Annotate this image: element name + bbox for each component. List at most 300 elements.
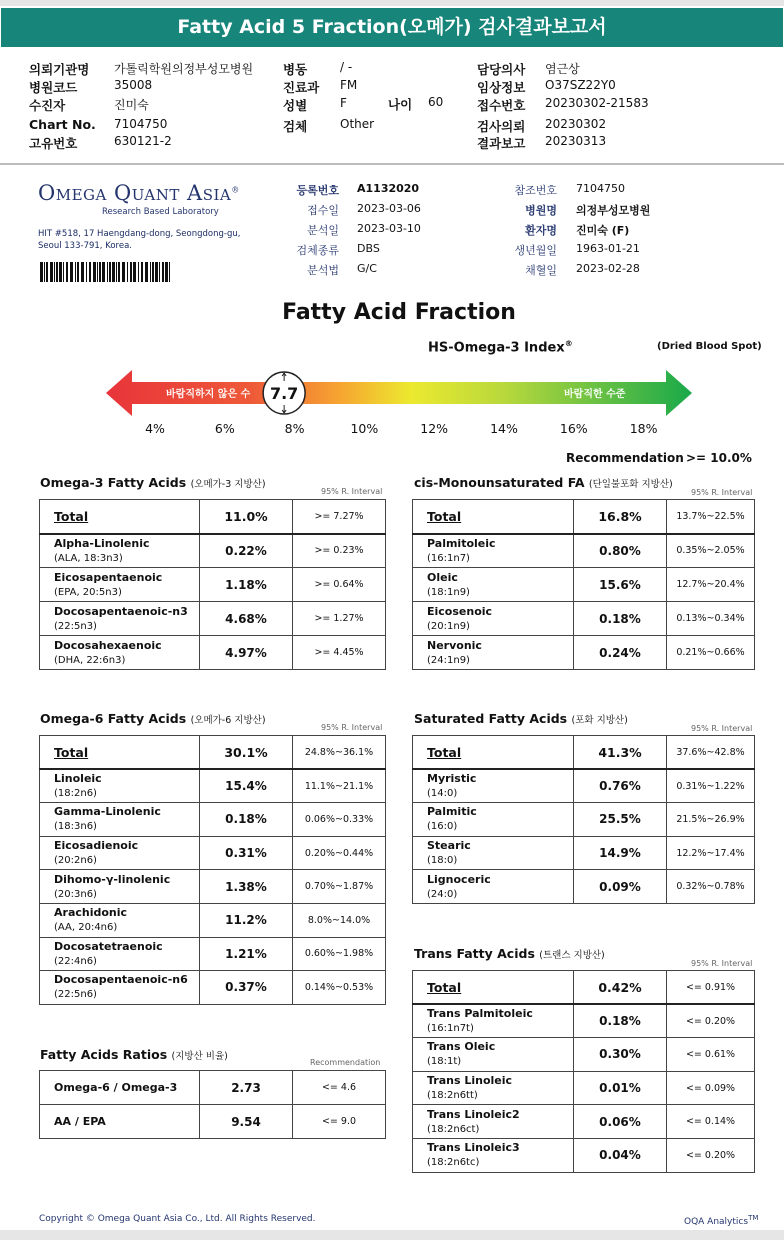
barcode-bar — [127, 262, 128, 282]
table-row — [413, 971, 755, 1005]
row-value: 2.73 — [200, 1071, 293, 1105]
row-name-text: Oleic — [427, 570, 458, 584]
table-row — [40, 1071, 386, 1105]
barcode-bar — [81, 262, 84, 282]
gauge-good-label: 바람직한 수준 — [564, 389, 626, 400]
top-strip — [0, 0, 784, 6]
sample-right-value-4: 2023-02-28 — [576, 262, 640, 275]
sample-right-label-0: 참조번호 — [514, 184, 557, 197]
table-row — [40, 769, 386, 803]
ratios-table — [39, 1070, 386, 1139]
table-row — [413, 803, 755, 837]
row-name — [40, 602, 200, 636]
row-range: <= 0.91% — [667, 971, 755, 1005]
header-right-label-4: 결과보고 — [477, 136, 526, 151]
row-name-text: Total — [54, 508, 89, 524]
gauge-tick-6: 16% — [559, 421, 588, 436]
row-range: >= 0.64% — [293, 568, 386, 602]
row-value: 0.01% — [574, 1071, 667, 1105]
row-range: <= 0.20% — [667, 1138, 755, 1172]
barcode-bar — [150, 262, 151, 282]
row-range: >= 1.27% — [293, 602, 386, 636]
omega3-title — [40, 475, 266, 490]
header-left-label-2: 수진자 — [29, 98, 66, 113]
row-name — [413, 769, 574, 803]
row-range: 0.14%~0.53% — [293, 971, 386, 1005]
row-name — [40, 971, 200, 1005]
row-range: >= 4.45% — [293, 636, 386, 670]
row-value: 1.21% — [200, 937, 293, 971]
trans-title-text: Trans Fatty Acids — [414, 946, 535, 961]
row-name — [413, 803, 574, 837]
row-name-text: Nervonic — [427, 638, 482, 652]
row-name-text: Omega-6 / Omega-3 — [54, 1081, 178, 1094]
table-row — [413, 870, 755, 904]
row-name-text: Eicosadienoic — [54, 839, 139, 853]
row-name-text: Linoleic — [54, 772, 102, 786]
ratios-title-text: Fatty Acids Ratios — [40, 1047, 168, 1062]
row-name — [413, 602, 574, 636]
saturated-table — [412, 735, 755, 904]
row-value: 0.37% — [200, 971, 293, 1005]
barcode-bar — [93, 262, 96, 282]
index-value: 7.7 — [269, 384, 299, 403]
row-name — [40, 636, 200, 670]
row-value: 1.18% — [200, 568, 293, 602]
omega6-title-text: Omega-6 Fatty Acids — [40, 711, 187, 726]
row-name — [40, 903, 200, 937]
row-name-text: Total — [54, 744, 89, 760]
row-name-text: Trans Oleic — [427, 1040, 496, 1054]
age-value: 60 — [428, 95, 444, 109]
barcode-bar — [40, 262, 43, 282]
ratios-title — [40, 1047, 228, 1062]
lab-subtitle: Research Based Laboratory — [102, 207, 219, 217]
row-range: 0.31%~1.22% — [667, 769, 755, 803]
recommendation-label: Recommendation — [566, 451, 684, 465]
row-value: 30.1% — [200, 736, 293, 770]
row-value: 0.09% — [574, 870, 667, 904]
row-value: 0.18% — [574, 602, 667, 636]
row-value: 0.42% — [574, 971, 667, 1005]
row-name-text: Trans Linoleic2 — [427, 1107, 520, 1121]
row-name — [413, 1138, 574, 1172]
row-name — [413, 1105, 574, 1139]
sample-right-label-3: 생년월일 — [514, 244, 557, 257]
header-mid-label-2: 성별 — [283, 98, 308, 113]
row-name — [40, 803, 200, 837]
cis-mono-title-text: cis-Monounsaturated FA — [414, 475, 585, 490]
header-right-value-3: 20230302 — [545, 117, 607, 131]
barcode-bar — [86, 262, 87, 282]
row-name — [413, 500, 574, 534]
gauge-bad-label: 바람직하지 않은 수 — [166, 389, 251, 400]
barcode-bar — [54, 262, 55, 282]
cis-mono-interval-label: 95% R. Interval — [691, 488, 753, 497]
saturated-title-text: Saturated Fatty Acids — [414, 711, 568, 726]
row-range: >= 0.23% — [293, 534, 386, 568]
brand-mark: TM — [748, 1214, 759, 1222]
row-name — [413, 836, 574, 870]
barcode-bar — [118, 262, 120, 282]
row-value: 0.24% — [574, 636, 667, 670]
row-value: 0.04% — [574, 1138, 667, 1172]
row-name — [40, 534, 200, 568]
row-value: 0.06% — [574, 1105, 667, 1139]
table-row — [413, 602, 755, 636]
trans-table — [412, 970, 755, 1173]
table-row — [413, 1038, 755, 1072]
row-name — [40, 870, 200, 904]
header-left-value-4: 630121-2 — [114, 134, 172, 148]
barcode-bar — [44, 262, 45, 282]
row-value: 0.18% — [574, 1004, 667, 1038]
barcode-bar — [70, 262, 73, 282]
row-subtitle: (18:0) — [427, 855, 458, 867]
row-value: 15.6% — [574, 568, 667, 602]
row-range: 0.35%~2.05% — [667, 534, 755, 568]
recommendation-value: >= 10.0% — [686, 451, 752, 465]
table-row — [40, 971, 386, 1005]
header-left-label-3: Chart No. — [29, 117, 96, 132]
header-left-value-3: 7104750 — [114, 117, 168, 131]
row-name-text: Total — [427, 508, 462, 524]
header-right-value-1: O37SZ22Y0 — [545, 78, 616, 92]
row-name-text: Dihomo-γ-linolenic — [54, 872, 171, 886]
omega3-title-ko: (오메가-3 지방산) — [190, 479, 266, 490]
table-row — [413, 534, 755, 568]
lab-address-2: Seoul 133-791, Korea. — [38, 241, 132, 251]
row-subtitle: (EPA, 20:5n3) — [54, 586, 122, 598]
row-subtitle: (ALA, 18:3n3) — [54, 552, 123, 564]
table-row — [413, 736, 755, 770]
barcode-bar — [141, 262, 143, 282]
barcode-bar — [75, 262, 76, 282]
row-value: 16.8% — [574, 500, 667, 534]
omega3-interval-label: 95% R. Interval — [321, 487, 383, 496]
row-name-text: Myristic — [427, 772, 477, 786]
row-range: 0.32%~0.78% — [667, 870, 755, 904]
row-subtitle: (14:0) — [427, 788, 458, 800]
table-row — [413, 1071, 755, 1105]
row-name-text: Lignoceric — [427, 872, 491, 886]
trans-title — [414, 946, 605, 961]
barcode-bar — [145, 262, 148, 282]
row-name-text: Docosahexaenoic — [54, 638, 162, 652]
table-row — [413, 1105, 755, 1139]
barcode-bar — [59, 262, 62, 282]
gauge-tick-7: 18% — [629, 421, 658, 436]
barcode-bar — [77, 262, 79, 282]
row-range: <= 0.20% — [667, 1004, 755, 1038]
row-name — [40, 1105, 200, 1139]
barcode-bar — [50, 262, 53, 282]
table-row — [40, 602, 386, 636]
barcode-bar — [56, 262, 58, 282]
row-name — [40, 568, 200, 602]
header-right-label-2: 접수번호 — [477, 98, 526, 113]
barcode-bar — [99, 262, 101, 282]
omega6-table — [39, 735, 386, 1005]
row-name-text: Palmitoleic — [427, 536, 496, 550]
row-name — [40, 836, 200, 870]
row-name — [413, 534, 574, 568]
row-subtitle: (20:1n9) — [427, 620, 470, 632]
barcode-bar — [97, 262, 98, 282]
lab-address-1: HIT #518, 17 Haengdang-dong, Seongdong-gu, — [38, 229, 241, 239]
header-left-value-1: 35008 — [114, 78, 153, 92]
sample-right-label-4: 채혈일 — [525, 264, 557, 277]
sample-left-label-1: 접수일 — [307, 204, 339, 217]
row-name-text: Trans Palmitoleic — [427, 1007, 533, 1021]
divider — [0, 163, 784, 165]
table-row — [40, 836, 386, 870]
row-value: 25.5% — [574, 803, 667, 837]
saturated-interval-label: 95% R. Interval — [691, 724, 753, 733]
row-range: 12.2%~17.4% — [667, 836, 755, 870]
row-value: 1.38% — [200, 870, 293, 904]
row-name-text: Eicosenoic — [427, 604, 493, 618]
row-name — [413, 736, 574, 770]
barcode-bar — [109, 262, 111, 282]
row-name — [413, 1038, 574, 1072]
fraction-title: Fatty Acid Fraction — [282, 300, 516, 325]
header-mid-value-2: F — [340, 96, 347, 110]
barcode-bar — [122, 262, 125, 282]
row-name — [40, 736, 200, 770]
row-subtitle: (22:5n3) — [54, 620, 97, 632]
sample-left-value-1: 2023-03-06 — [357, 202, 421, 215]
row-range: 0.60%~1.98% — [293, 937, 386, 971]
row-range: <= 0.14% — [667, 1105, 755, 1139]
row-subtitle: (16:1n7) — [427, 552, 470, 564]
row-name-text: AA / EPA — [54, 1115, 106, 1128]
sample-note: (Dried Blood Spot) — [657, 341, 762, 352]
row-range: 13.7%~22.5% — [667, 500, 755, 534]
row-value: 41.3% — [574, 736, 667, 770]
row-subtitle: (20:3n6) — [54, 888, 97, 900]
header-right-value-4: 20230313 — [545, 134, 607, 148]
row-value: 9.54 — [200, 1105, 293, 1139]
gauge-tick-4: 12% — [420, 421, 449, 436]
gauge-tick-2: 8% — [284, 421, 305, 436]
row-subtitle: (20:2n6) — [54, 855, 97, 867]
row-name — [413, 971, 574, 1005]
table-row — [40, 803, 386, 837]
barcode-bar — [155, 262, 158, 282]
row-range: 8.0%~14.0% — [293, 903, 386, 937]
row-subtitle: (18:1n9) — [427, 586, 470, 598]
sample-right-label-1: 병원명 — [525, 204, 557, 217]
table-row — [40, 937, 386, 971]
header-mid-value-3: Other — [340, 117, 375, 131]
gauge-tick-5: 14% — [490, 421, 518, 436]
row-range: 0.70%~1.87% — [293, 870, 386, 904]
sample-right-value-2: 진미숙 (F) — [576, 224, 630, 237]
sample-left-label-0: 등록번호 — [296, 184, 339, 197]
header-right-value-0: 염근상 — [545, 62, 580, 76]
row-subtitle: (18:2n6ct) — [427, 1123, 480, 1135]
sample-left-label-2: 분석일 — [307, 224, 339, 237]
row-name-text: Palmitic — [427, 805, 477, 819]
table-row — [40, 736, 386, 770]
lab-mark: ® — [231, 185, 240, 195]
barcode-bar — [107, 262, 108, 282]
barcode-bar — [66, 262, 68, 282]
barcode-bar — [130, 262, 132, 282]
row-subtitle: (22:5n6) — [54, 989, 97, 1001]
barcode-bar — [165, 262, 168, 282]
row-value: 15.4% — [200, 769, 293, 803]
table-row — [40, 903, 386, 937]
ratios-recommendation-label: Recommendation — [310, 1058, 381, 1067]
row-name — [413, 1071, 574, 1105]
row-subtitle: (DHA, 22:6n3) — [54, 654, 126, 666]
table-row — [413, 1138, 755, 1172]
barcode-bar — [112, 262, 115, 282]
sample-left-value-3: DBS — [357, 242, 380, 255]
sample-right-label-2: 환자명 — [525, 224, 557, 237]
row-value: 0.80% — [574, 534, 667, 568]
row-subtitle: (24:1n9) — [427, 654, 470, 666]
table-row — [40, 1105, 386, 1139]
row-range: 0.06%~0.33% — [293, 803, 386, 837]
row-name-text: Stearic — [427, 839, 471, 853]
barcode-bar — [133, 262, 136, 282]
table-row — [413, 836, 755, 870]
row-name — [40, 937, 200, 971]
omega6-title-ko: (오메가-6 지방산) — [190, 715, 266, 726]
row-range: >= 7.27% — [293, 500, 386, 534]
sample-left-value-4: G/C — [357, 262, 377, 275]
cis-mono-title-ko: (단일불포화 지방산) — [588, 479, 673, 490]
row-subtitle: (22:4n6) — [54, 955, 97, 967]
row-name-text: Eicosapentaenoic — [54, 570, 163, 584]
row-range: <= 0.09% — [667, 1071, 755, 1105]
table-row — [413, 769, 755, 803]
row-range: 0.21%~0.66% — [667, 636, 755, 670]
barcode-bar — [46, 262, 48, 282]
row-range: 21.5%~26.9% — [667, 803, 755, 837]
row-name-text: Alpha-Linolenic — [54, 536, 150, 550]
header-left-value-0: 가톨릭학원의정부성모병원 — [114, 62, 254, 76]
header-right-label-0: 담당의사 — [477, 62, 526, 77]
row-subtitle: (24:0) — [427, 888, 458, 900]
omega3-index-gauge — [106, 368, 696, 418]
row-value: 0.30% — [574, 1038, 667, 1072]
row-range: <= 9.0 — [293, 1105, 386, 1139]
omega6-interval-label: 95% R. Interval — [321, 723, 383, 732]
cis-mono-title — [414, 475, 673, 490]
index-title-text: HS-Omega-3 Index — [428, 340, 565, 356]
header-left-value-2: 진미숙 — [114, 98, 149, 112]
index-mark: ® — [564, 339, 573, 348]
row-value: 0.18% — [200, 803, 293, 837]
sample-right-value-0: 7104750 — [576, 182, 625, 195]
header-right-label-1: 임상정보 — [477, 80, 526, 95]
row-value: 4.68% — [200, 602, 293, 636]
saturated-title — [414, 711, 628, 726]
row-name-text: Arachidonic — [54, 906, 128, 920]
index-title — [428, 339, 573, 355]
table-row — [40, 636, 386, 670]
row-name — [413, 636, 574, 670]
row-value: 0.22% — [200, 534, 293, 568]
row-value: 0.31% — [200, 836, 293, 870]
barcode-bar — [162, 262, 164, 282]
row-subtitle: (AA, 20:4n6) — [54, 922, 118, 934]
header-left-label-1: 병원코드 — [29, 80, 78, 95]
gauge-tick-3: 10% — [350, 421, 379, 436]
row-name-text: Gamma-Linolenic — [54, 805, 161, 819]
age-label: 나이 — [388, 97, 413, 112]
omega6-title — [40, 711, 266, 726]
row-range: <= 0.61% — [667, 1038, 755, 1072]
row-subtitle: (16:1n7t) — [427, 1023, 474, 1035]
sample-left-label-4: 분석법 — [307, 264, 339, 277]
row-value: 0.76% — [574, 769, 667, 803]
barcode-bar — [138, 262, 139, 282]
row-subtitle: (18:2n6tc) — [427, 1157, 480, 1169]
row-name — [40, 1071, 200, 1105]
saturated-title-ko: (포화 지방산) — [571, 715, 628, 726]
header-mid-label-3: 검체 — [283, 119, 308, 134]
row-name — [413, 870, 574, 904]
omega3-table — [39, 499, 386, 670]
gauge-tick-0: 4% — [145, 421, 165, 436]
row-value: 4.97% — [200, 636, 293, 670]
row-value: 14.9% — [574, 836, 667, 870]
row-name — [413, 1004, 574, 1038]
barcode — [40, 262, 172, 282]
row-range: 37.6%~42.8% — [667, 736, 755, 770]
row-name — [413, 568, 574, 602]
bottom-strip — [0, 1230, 784, 1240]
lab-logo — [38, 181, 240, 205]
omega3-title-text: Omega-3 Fatty Acids — [40, 475, 187, 490]
trans-interval-label: 95% R. Interval — [691, 959, 753, 968]
row-subtitle: (18:1t) — [427, 1056, 462, 1068]
row-range: 24.8%~36.1% — [293, 736, 386, 770]
row-range: 0.13%~0.34% — [667, 602, 755, 636]
row-name-text: Docosatetraenoic — [54, 939, 163, 953]
index-marker — [263, 372, 305, 414]
barcode-bar — [102, 262, 105, 282]
table-row — [413, 1004, 755, 1038]
cis-mono-table — [412, 499, 755, 670]
row-subtitle: (18:3n6) — [54, 821, 97, 833]
table-row — [40, 500, 386, 534]
barcode-bar — [152, 262, 154, 282]
sample-left-value-2: 2023-03-10 — [357, 222, 421, 235]
sample-left-value-0: A1132020 — [357, 182, 420, 195]
barcode-bar — [169, 262, 170, 282]
row-range: <= 4.6 — [293, 1071, 386, 1105]
report-title: Fatty Acid 5 Fraction(오메가) 검사결과보고서 — [1, 8, 783, 47]
row-name-text: Docosapentaenoic-n6 — [54, 973, 188, 987]
header-mid-label-0: 병동 — [283, 62, 308, 77]
sample-right-value-1: 의정부성모병원 — [576, 204, 651, 217]
sample-right-value-3: 1963-01-21 — [576, 242, 640, 255]
table-row — [413, 568, 755, 602]
header-mid-label-1: 진료과 — [283, 80, 320, 95]
row-subtitle: (18:2n6) — [54, 788, 97, 800]
row-range: 12.7%~20.4% — [667, 568, 755, 602]
barcode-bar — [116, 262, 117, 282]
table-row — [40, 534, 386, 568]
row-range: 11.1%~21.1% — [293, 769, 386, 803]
header-right-label-3: 검사의뢰 — [477, 119, 526, 134]
